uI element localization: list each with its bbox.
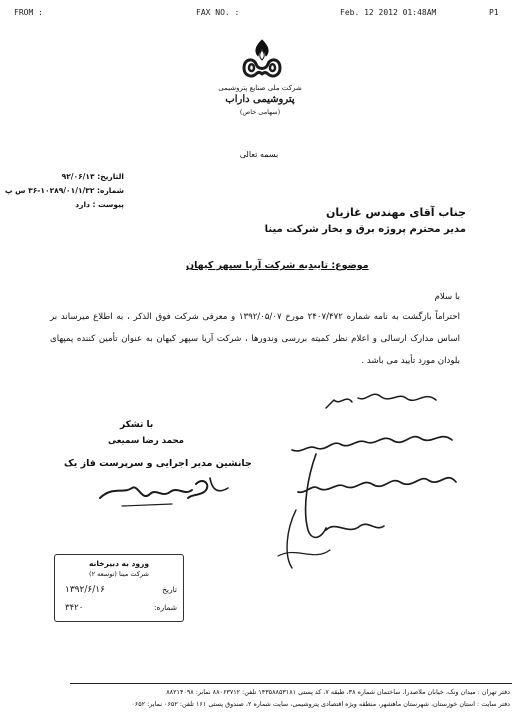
signature-name: محمد رضا سمیعی bbox=[108, 436, 184, 446]
letter-attachment: پیوست : دارد bbox=[75, 200, 124, 209]
company-status: (سهامی خاص) bbox=[239, 108, 281, 116]
letter-body: احتراماً بازگشت به نامه شماره ۲۴۰۷/۴۷۲ مورخ ۱۳۹۲/۰۵/۰۷ و معرفی شرکت فوق الذکر ، به اطلاع میرساند بر اساس مدارک ارسالی و اعلام نظر کمیته بررسی وندورها ، شرکت آریا سپهر کیهان به عنوان تأمین کننده پمپهای بلودان مورد تأیید می باشد . bbox=[50, 312, 460, 366]
footer-divider bbox=[70, 683, 512, 684]
signature-thanks: با تشکر bbox=[120, 420, 154, 430]
letter-subject: موضوع: تاییدیه شرکت آریا سپهر کیهان bbox=[186, 260, 369, 271]
recipient-title: مدیر محترم پروژه برق و بخار شرکت مینا bbox=[264, 224, 466, 235]
secretariat-stamp bbox=[54, 554, 184, 622]
fax-from: FROM : bbox=[14, 8, 43, 17]
stamp-date-value: ۱۳۹۲/۶/۱۶ bbox=[65, 585, 105, 595]
recipient-name: جناب آقای مهندس غازیان bbox=[326, 206, 466, 219]
fax-header bbox=[0, 4, 524, 20]
handwritten-note-icon bbox=[256, 380, 470, 576]
petrochemical-logo-icon bbox=[232, 38, 292, 82]
fax-datetime: Feb. 12 2012 01:48AM bbox=[340, 8, 437, 17]
fax-number: FAX NO. : bbox=[196, 8, 240, 17]
stamp-number-label: شماره: bbox=[154, 603, 177, 612]
bismillah: بسمه تعالی bbox=[239, 150, 279, 159]
stamp-title: ورود به دبیرخانه bbox=[88, 559, 150, 568]
stamp-company: شرکت مینا (توسعه ۲) bbox=[89, 570, 149, 578]
stamp-date-label: تاریخ bbox=[162, 585, 177, 594]
signature-title: جانشین مدیر اجرایی و سرپرست فاز یک bbox=[64, 458, 252, 469]
footer-tehran-office: دفتر تهران : میدان ونک، خیابان ملاصدرا، ساختمان شماره ۳۸، طبقه ۷، کد پستی ۱۴۳۵۸۸۵۳۱۸۱ تلفن: ۸۸۰۶۳۷۱۲ نمابر: ۸۸۲۱۴۰۹۸ bbox=[166, 688, 510, 696]
company-name: پتروشیمی داراب bbox=[225, 94, 295, 105]
handwritten-signature-icon bbox=[92, 468, 242, 514]
footer-site-office: دفتر سایت : استان خوزستان، شهرستان ماهشهر، منطقه ویژه اقتصادی پتروشیمی، سایت شماره ۲، صندوق پستی ۱۶۱ تلفن: ۰۶۵۲ نمابر: ۰۶۵۲ bbox=[131, 700, 510, 708]
letter-date: التاریخ: ۹۲/۰۶/۱۳ bbox=[61, 172, 124, 181]
letter-greeting: با سلام bbox=[434, 292, 460, 302]
company-line1: شرکت ملی صنایع پتروشیمی bbox=[218, 84, 302, 92]
stamp-number-value: ۳۴۲۰ bbox=[65, 603, 84, 613]
letter-number: شماره: ۱۰۲۸۹/۰۱/۱/۳۲-۳۶ س پ bbox=[5, 186, 124, 195]
fax-page: P1 bbox=[489, 8, 499, 17]
